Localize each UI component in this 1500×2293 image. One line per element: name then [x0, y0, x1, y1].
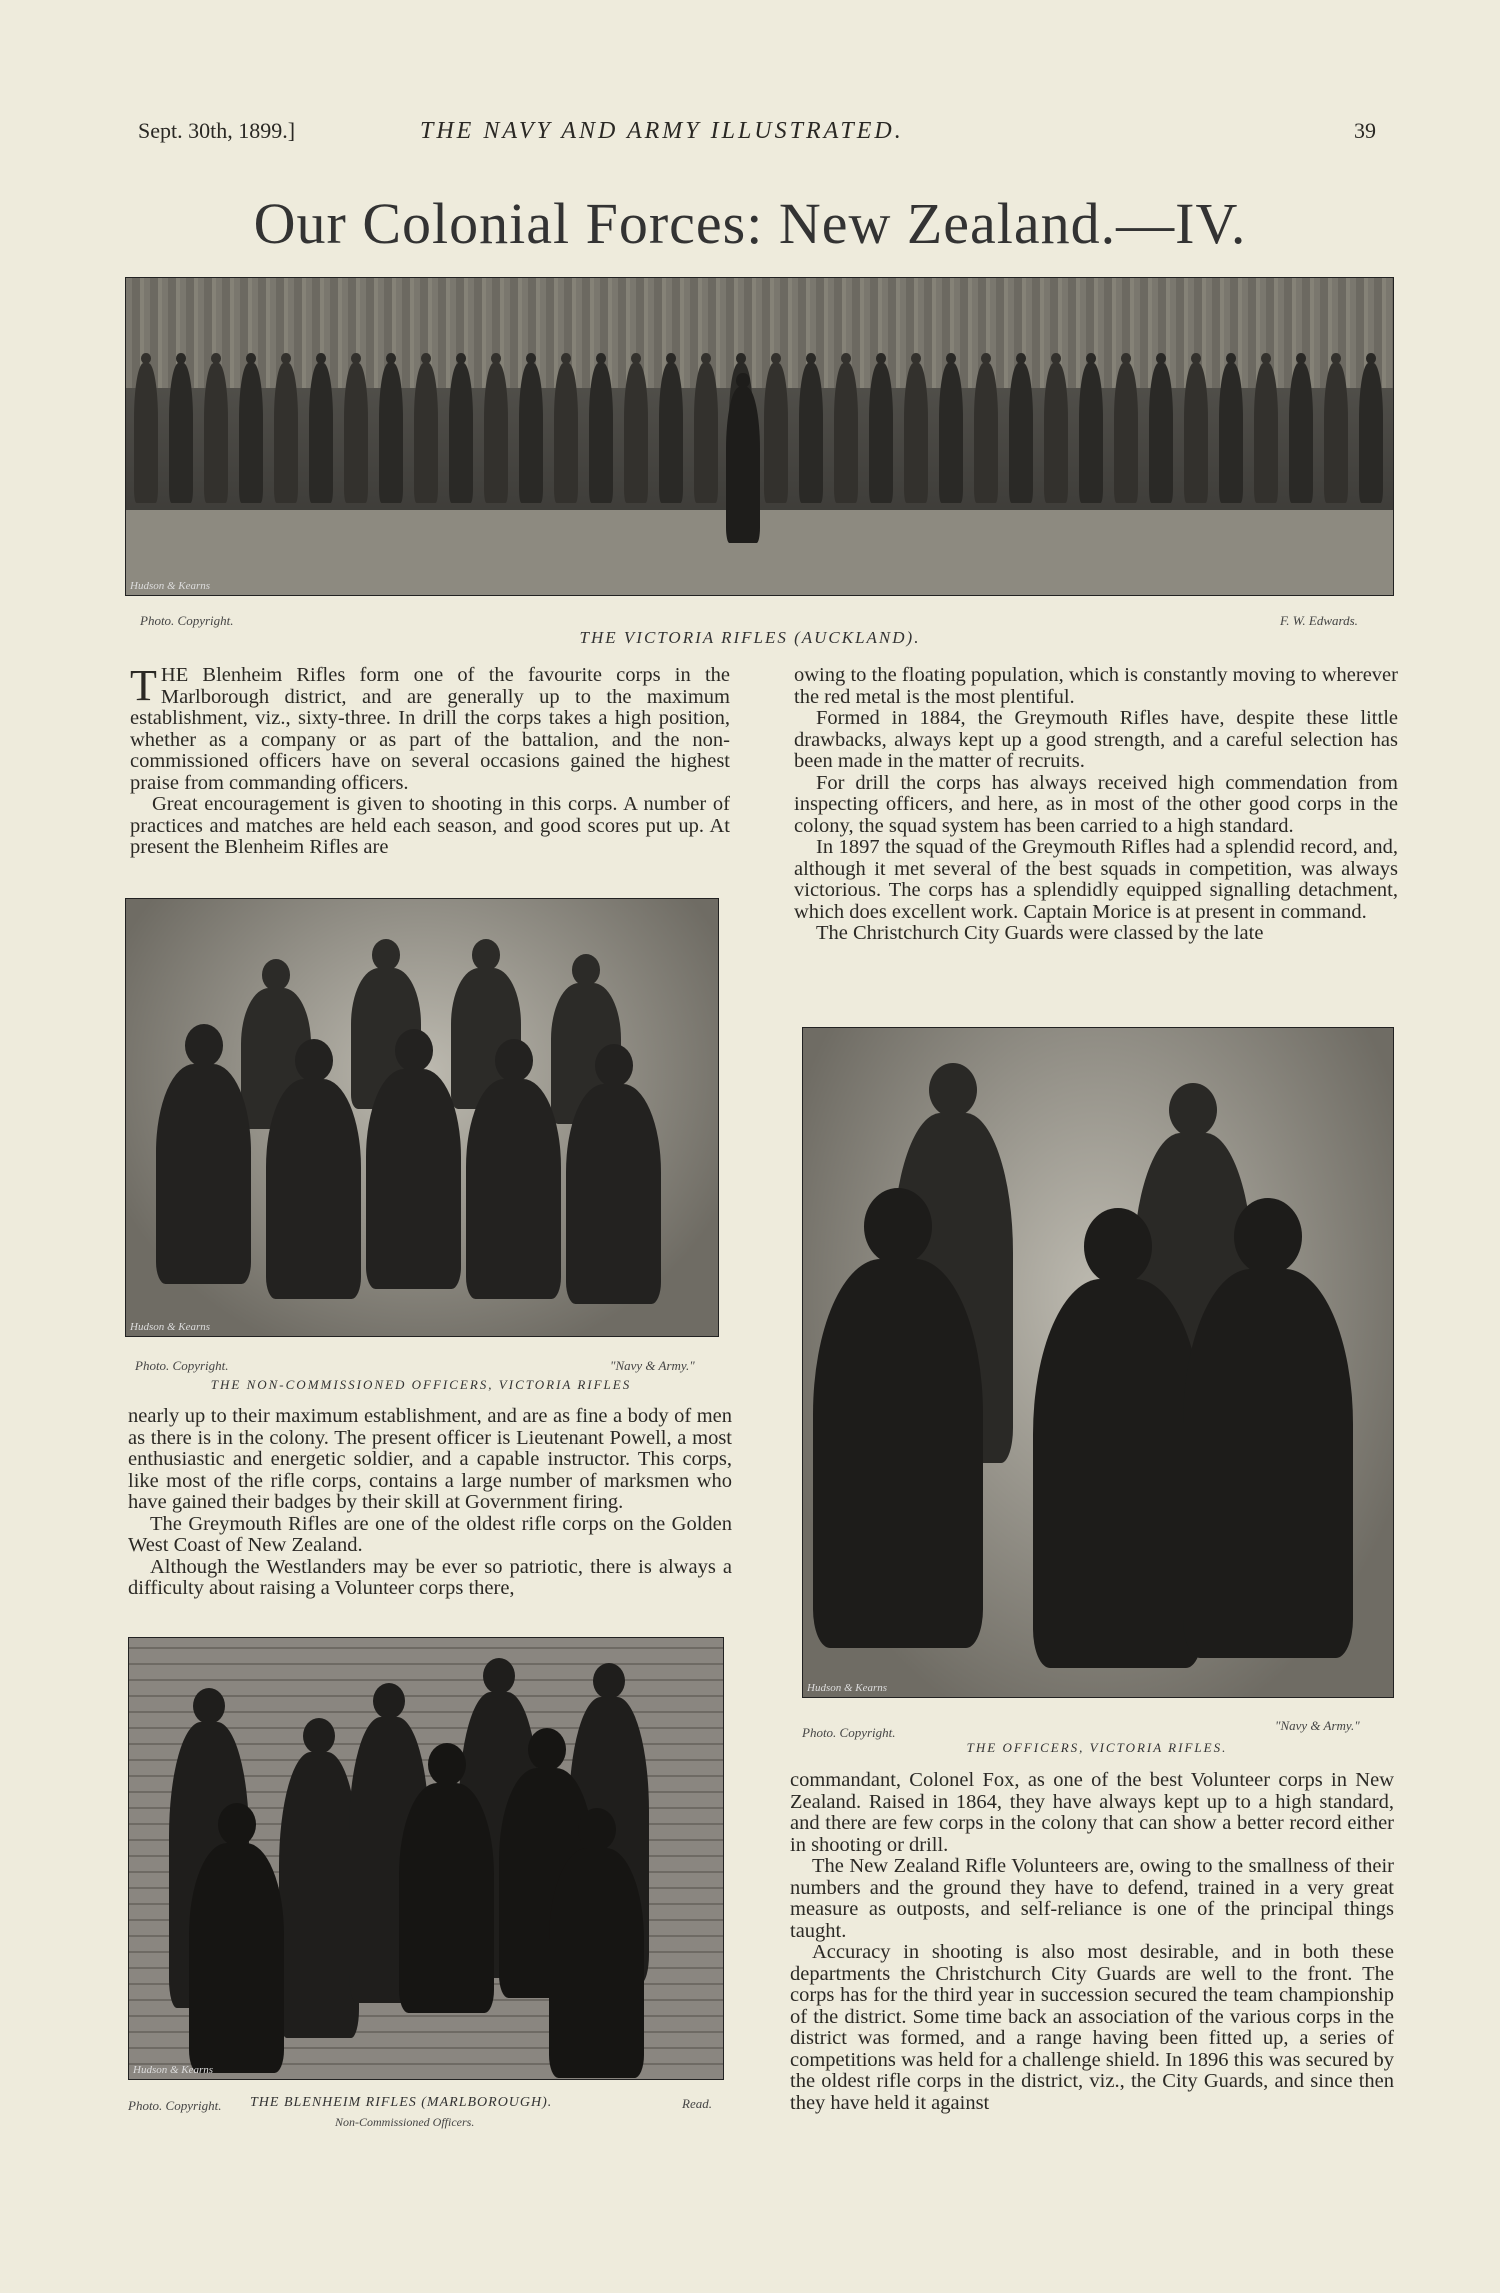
figure-head [295, 1039, 333, 1082]
figure-body [399, 1783, 494, 2013]
figure-body [1359, 363, 1383, 503]
figure-head [1234, 1198, 1302, 1275]
figure-body [344, 363, 368, 503]
figure-head [372, 939, 400, 971]
photo-credit: Photo. Copyright. [802, 1725, 896, 1740]
figure-body [939, 363, 963, 503]
figure-body [169, 363, 193, 503]
photo-nco-victoria [125, 898, 719, 1337]
article-title: Our Colonial Forces: New Zealand.—IV. [253, 191, 1247, 256]
text-column-left-top [130, 661, 730, 859]
running-header [138, 118, 1376, 152]
photo-credit: Photo. Copyright. [140, 613, 234, 628]
figure-body [1289, 363, 1313, 503]
figure-body [659, 363, 683, 503]
photo-blenheim [128, 1637, 724, 2080]
photo-credit: F. W. Edwards. [1280, 613, 1358, 628]
photo-group [803, 1028, 1393, 1697]
figure-body [1219, 363, 1243, 503]
figure-head [193, 1688, 225, 1724]
figure-body [266, 1079, 361, 1299]
figure-head [483, 1658, 515, 1694]
figure-body [566, 1084, 661, 1304]
figure-head [736, 373, 750, 388]
figure-body [694, 363, 718, 503]
figure-body [1114, 363, 1138, 503]
paragraph: For drill the corps has always received high commendation from inspecting officers, and here, as in most of the other good corps in the colony, the squad system has been carried to a high standard. [794, 771, 1398, 837]
paragraph: The Greymouth Rifles are one of the oldest rifle corps on the Golden West Coast of New Zealand. [128, 1512, 732, 1556]
photo-caption: THE BLENHEIM RIFLES (MARLBOROUGH). [250, 2095, 553, 2110]
photo-caption: THE OFFICERS, VICTORIA RIFLES. [966, 1740, 1228, 1755]
figure-body [726, 387, 760, 543]
figure-body [379, 363, 403, 503]
figure-body [764, 363, 788, 503]
photo-credit: "Navy & Army." [610, 1358, 695, 1373]
figure-body [1324, 363, 1348, 503]
figure-body [1033, 1279, 1203, 1668]
figure-body [414, 363, 438, 503]
photo-soldier-row [126, 353, 1393, 533]
engraver-mark: Hudson & Kearns [130, 580, 211, 592]
paragraph: commandant, Colonel Fox, as one of the best Volunteer corps in New Zealand. Raised in 1864, they have always kept up to a high standard, and there are few corps in the colony that can show a better record either in shooting or drill. [790, 1769, 1394, 1856]
text-column-left-mid [128, 1406, 732, 1600]
figure-body [484, 363, 508, 503]
figure-head [864, 1188, 932, 1265]
figure-body [1044, 363, 1068, 503]
paragraph: In 1897 the squad of the Greymouth Rifles had a splendid record, and, although it met several of the best squads in competition, was always victorious. The corps has a splendidly equipped signalling detachment, which does excellent work. Captain Morice is at present in command. [794, 836, 1398, 923]
figure-body [813, 1259, 983, 1648]
text-column-right-top [794, 665, 1398, 945]
figure-head [595, 1044, 633, 1087]
figure-body [1184, 363, 1208, 503]
figure-body [279, 1752, 359, 2038]
paragraph: nearly up to their maximum establishment, and are as fine a body of men as there is in the colony. The present officer is Lieutenant Powell, a most enthusiastic and energetic soldier, and a capable instructor. This corps, like most of the rifle corps, contains a large number of marksmen who have gained their badges by their skill at Government firing. [128, 1405, 732, 1513]
paragraph: owing to the floating population, which is constantly moving to wherever the red metal is the most plentiful. [794, 664, 1398, 708]
figure-body [156, 1064, 251, 1284]
photo-credit: "Navy & Army." [1275, 1718, 1360, 1733]
figure-body [274, 363, 298, 503]
figure-body [549, 1848, 644, 2078]
figure-head [929, 1063, 977, 1117]
figure-head [528, 1728, 566, 1771]
paragraph: Formed in 1884, the Greymouth Rifles have, despite these little drawbacks, always kept up a good strength, and a careful selection has been made in the matter of recruits. [794, 707, 1398, 772]
drop-cap: T [130, 661, 157, 710]
figure-body [366, 1069, 461, 1289]
figure-head [303, 1718, 335, 1754]
figure-head [578, 1808, 616, 1851]
paragraph: Although the Westlanders may be ever so patriotic, there is always a difficulty about raising a Volunteer corps there, [128, 1555, 732, 1599]
figure-head [185, 1024, 223, 1067]
figure-body [554, 363, 578, 503]
figure-body [624, 363, 648, 503]
photo-credit: Photo. Copyright. [135, 1358, 229, 1373]
figure-body [1149, 363, 1173, 503]
figure-body [1254, 363, 1278, 503]
photo-victoria-rifles [125, 277, 1394, 596]
engraver-mark: Hudson & Kearns [807, 1682, 888, 1694]
paragraph: The Christchurch City Guards were classed by the late [816, 922, 1264, 944]
paragraph: HE Blenheim Rifles form one of the favourite corps in the Marlborough district, and are generally up to the maximum establishment, viz., sixty-three. In drill the corps takes a high position, whether as a company or as part of the battalion, and the non-commissioned officers have on several occasions gained the highest praise from commanding officers. [130, 664, 730, 794]
photo-credit: Photo. Copyright. [128, 2098, 222, 2113]
magazine-title: THE NAVY AND ARMY ILLUSTRATED. [420, 118, 904, 144]
page-number: 39 [1354, 118, 1376, 143]
paragraph: Accuracy in shooting is also most desirable, and in both these departments the Christchurch City Guards are well to the front. The corps has for the third year in succession secured the team championship of the district. Some time back an association of the various corps in the district was formed, and a range having been fitted up, a series of competitions was held for a challenge shield. In 1896 this was secured by the oldest rifle corps in the district, viz., the City Guards, and since then they have held it against [790, 1941, 1394, 2114]
figure-head [593, 1663, 625, 1699]
figure-head [472, 939, 500, 971]
engraver-mark: Hudson & Kearns [130, 1321, 211, 1333]
photo-caption: THE VICTORIA RIFLES (AUCKLAND). [579, 628, 921, 647]
figure-head [395, 1029, 433, 1072]
figure-head [572, 954, 600, 986]
engraver-mark: Hudson & Kearns [133, 2064, 214, 2076]
figure-body [519, 363, 543, 503]
figure-head [428, 1743, 466, 1786]
photo-credit: Read. [682, 2096, 712, 2111]
figure-head [373, 1683, 405, 1719]
figure-head [1169, 1083, 1217, 1137]
paragraph: The New Zealand Rifle Volunteers are, owing to the smallness of their numbers and the ground they have to defend, trained in a very great measure as outposts, and self-reliance is one of the principal things taught. [790, 1855, 1394, 1942]
figure-head [495, 1039, 533, 1082]
issue-date: Sept. 30th, 1899.] [138, 118, 296, 143]
photo-group [126, 899, 718, 1336]
figure-body [309, 363, 333, 503]
figure-body [589, 363, 613, 503]
figure-body [134, 363, 158, 503]
figure-body [1009, 363, 1033, 503]
figure-body [869, 363, 893, 503]
figure-body [974, 363, 998, 503]
paragraph: Great encouragement is given to shooting in this corps. A number of practices and matches are held each season, and good scores put up. At present the Blenheim Rifles are [130, 793, 730, 858]
photo-caption: THE NON-COMMISSIONED OFFICERS, VICTORIA RIFLES [210, 1377, 632, 1392]
figure-head [1084, 1208, 1152, 1285]
figure-body [904, 363, 928, 503]
photo-officers-victoria [802, 1027, 1394, 1698]
figure-body [189, 1843, 284, 2073]
figure-body [1183, 1269, 1353, 1658]
photo-subcaption: Non-Commissioned Officers. [335, 2115, 475, 2129]
figure-body [834, 363, 858, 503]
figure-body [239, 363, 263, 503]
figure-body [1079, 363, 1103, 503]
figure-body [449, 363, 473, 503]
figure-head [218, 1803, 256, 1846]
figure-head [262, 959, 290, 991]
text-column-right-bottom [790, 1770, 1394, 2114]
figure-body [204, 363, 228, 503]
figure-body [799, 363, 823, 503]
photo-group [129, 1638, 723, 2079]
figure-body [466, 1079, 561, 1299]
